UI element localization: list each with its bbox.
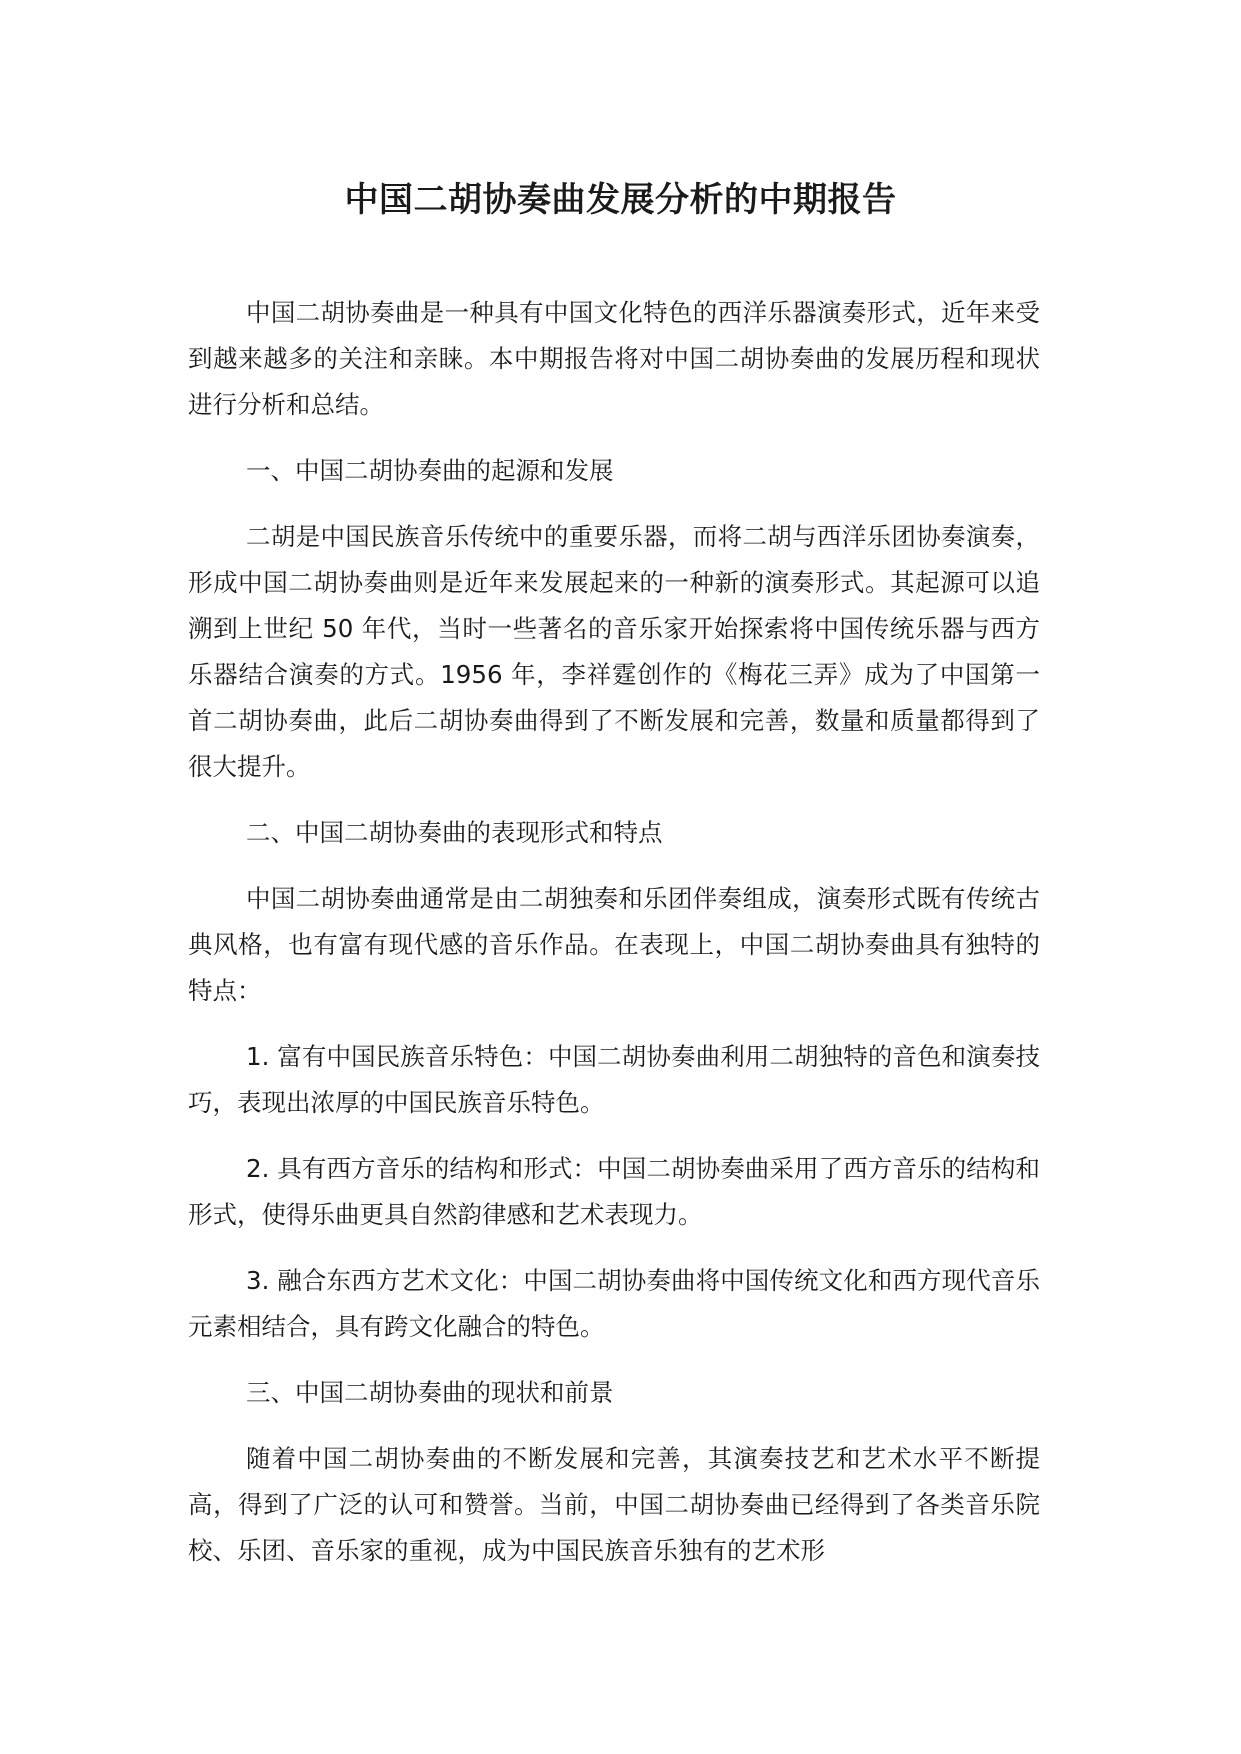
list-item-2: 2. 具有西方音乐的结构和形式：中国二胡协奏曲采用了西方音乐的结构和形式，使得乐曲更具自然韵律感和艺术表现力。 — [188, 1154, 1040, 1229]
list-item-1: 1. 富有中国民族音乐特色：中国二胡协奏曲利用二胡独特的音色和演奏技巧，表现出浓厚的中国民族音乐特色。 — [188, 1042, 1040, 1117]
section-heading-1: 一、中国二胡协奏曲的起源和发展 — [246, 456, 614, 485]
section-1-paragraph: 二胡是中国民族音乐传统中的重要乐器，而将二胡与西洋乐团协奏演奏，形成中国二胡协奏曲则是近年来发展起来的一种新的演奏形式。其起源可以追溯到上世纪 50 年代，当时一些著名的音乐家开始探索将中国传统乐器与西方乐器结合演奏的方式。1956 年，李祥霆创作的《梅花三弄》成为了中国第一首二胡协奏曲，此后二胡协奏曲得到了不断发展和完善，数量和质量都得到了很大提升。 — [188, 522, 1040, 781]
section-heading-2: 二、中国二胡协奏曲的表现形式和特点 — [246, 818, 663, 847]
document-body — [188, 290, 1040, 1594]
section-heading-3: 三、中国二胡协奏曲的现状和前景 — [246, 1378, 614, 1407]
document-title: 中国二胡协奏曲发展分析的中期报告 — [344, 180, 897, 220]
section-2-paragraph: 中国二胡协奏曲通常是由二胡独奏和乐团伴奏组成，演奏形式既有传统古典风格，也有富有现代感的音乐作品。在表现上，中国二胡协奏曲具有独特的特点： — [188, 884, 1040, 1005]
section-3-paragraph: 随着中国二胡协奏曲的不断发展和完善，其演奏技艺和艺术水平不断提高，得到了广泛的认可和赞誉。当前，中国二胡协奏曲已经得到了各类音乐院校、乐团、音乐家的重视，成为中国民族音乐独有的艺术形 — [188, 1444, 1040, 1565]
list-item-3: 3. 融合东西方艺术文化：中国二胡协奏曲将中国传统文化和西方现代音乐元素相结合，具有跨文化融合的特色。 — [188, 1266, 1040, 1341]
intro-paragraph: 中国二胡协奏曲是一种具有中国文化特色的西洋乐器演奏形式，近年来受到越来越多的关注和亲睐。本中期报告将对中国二胡协奏曲的发展历程和现状进行分析和总结。 — [188, 298, 1040, 419]
